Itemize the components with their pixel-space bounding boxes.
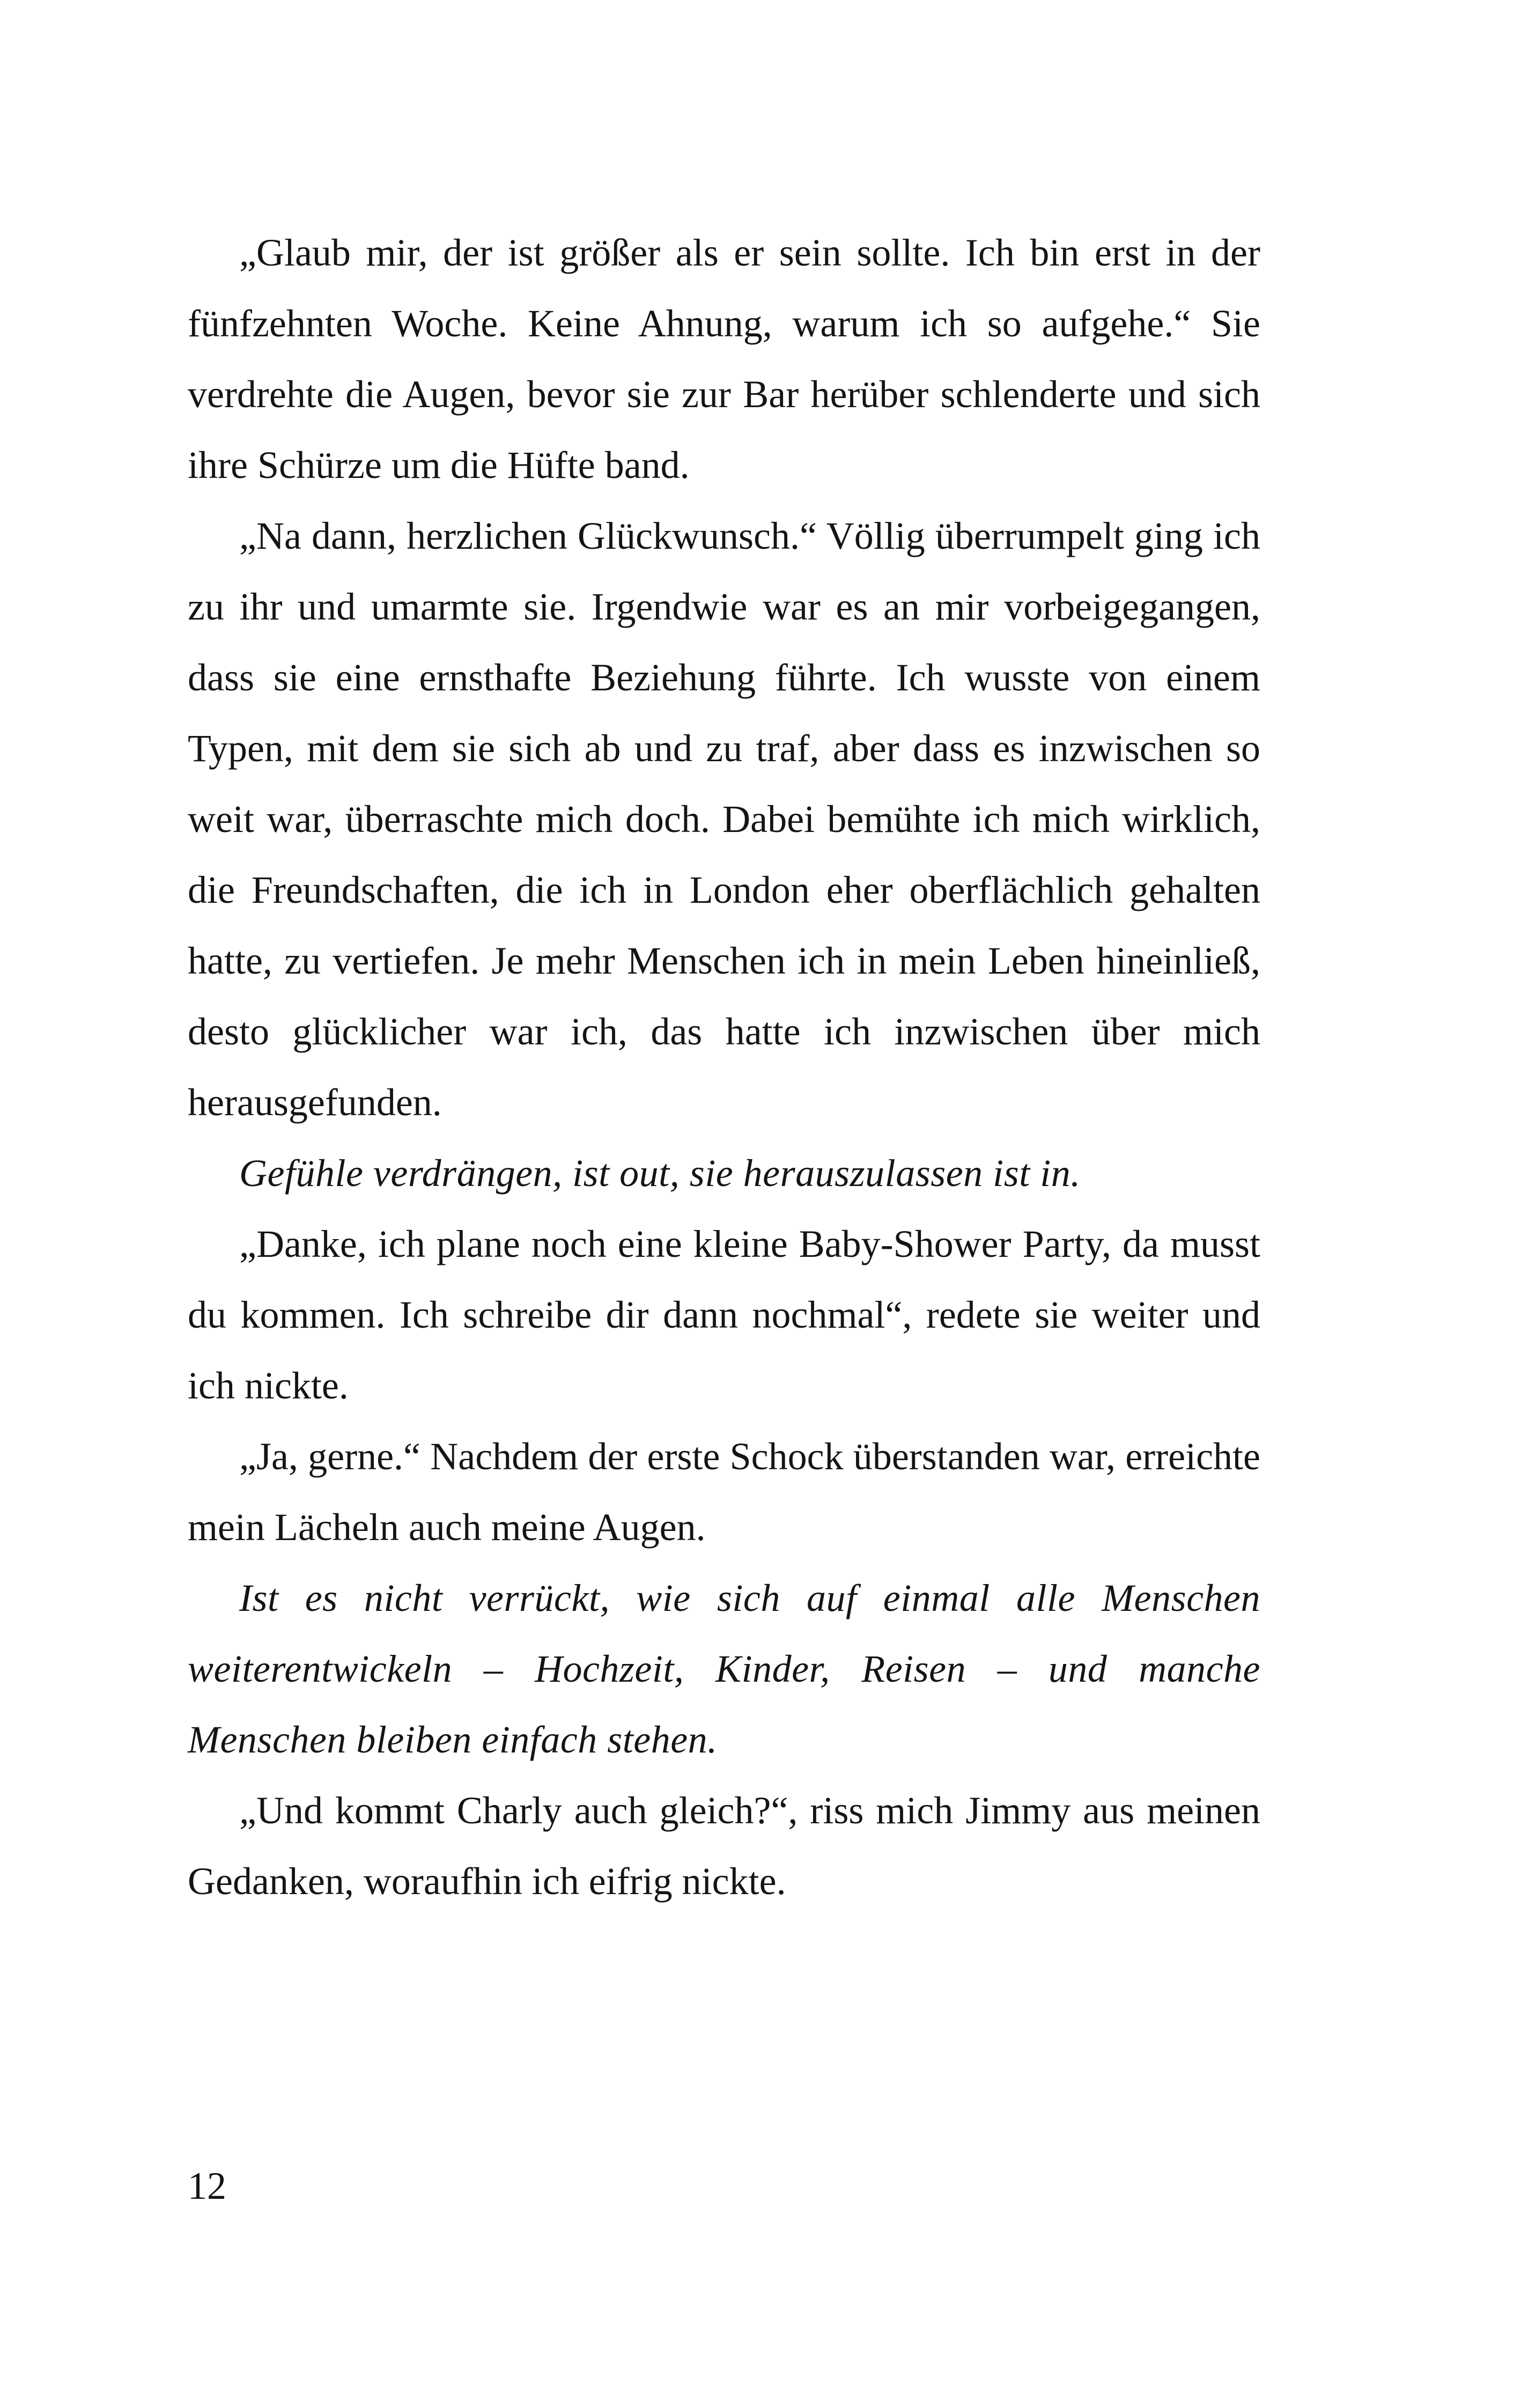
paragraph-2: „Na dann, herzlichen Glückwunsch.“ Völlig überrumpelt ging ich zu ihr und umarmte sie. Irgendwie war es an mir vorbeigegangen, dass sie eine ernsthafte Beziehung führte. Ich wusste von einem Typen, mit dem sie sich ab und zu traf, aber dass es inzwischen so weit war, überraschte mich doch. Dabei bemühte ich mich wirklich, die Freundschaften, die ich in London eher oberflächlich gehalten hatte, zu vertiefen. Je mehr Menschen ich in mein Leben hineinließ, desto glücklicher war ich, das hatte ich inzwischen über mich herausgefunden. [188, 514, 1260, 1124]
italic-thought-2: Ist es nicht verrückt, wie sich auf einmal alle Menschen weiterentwickeln – Hochzeit, Kinder, Reisen – und manche Menschen bleiben einfach stehen. [188, 1577, 1260, 1761]
paragraph-4: „Ja, gerne.“ Nachdem der erste Schock überstanden war, erreichte mein Lächeln auch meine Augen. [188, 1435, 1260, 1549]
italic-thought-1: Gefühle verdrängen, ist out, sie herauszulassen ist in. [239, 1152, 1081, 1195]
page-number: 12 [188, 2164, 226, 2207]
body-text [188, 217, 1260, 1917]
paragraph-1: „Glaub mir, der ist größer als er sein sollte. Ich bin erst in der fünfzehnten Woche. Keine Ahnung, warum ich so aufgehe.“ Sie verdrehte die Augen, bevor sie zur Bar herüber schlenderte und sich ihre Schürze um die Hüfte band. [188, 231, 1260, 487]
paragraph-3: „Danke, ich plane noch eine kleine Baby-Shower Party, da musst du kommen. Ich schreibe dir dann nochmal“, redete sie weiter und ich nickte. [188, 1223, 1260, 1407]
paragraph-5: „Und kommt Charly auch gleich?“, riss mich Jimmy aus meinen Gedanken, woraufhin ich eifrig nickte. [188, 1789, 1260, 1903]
